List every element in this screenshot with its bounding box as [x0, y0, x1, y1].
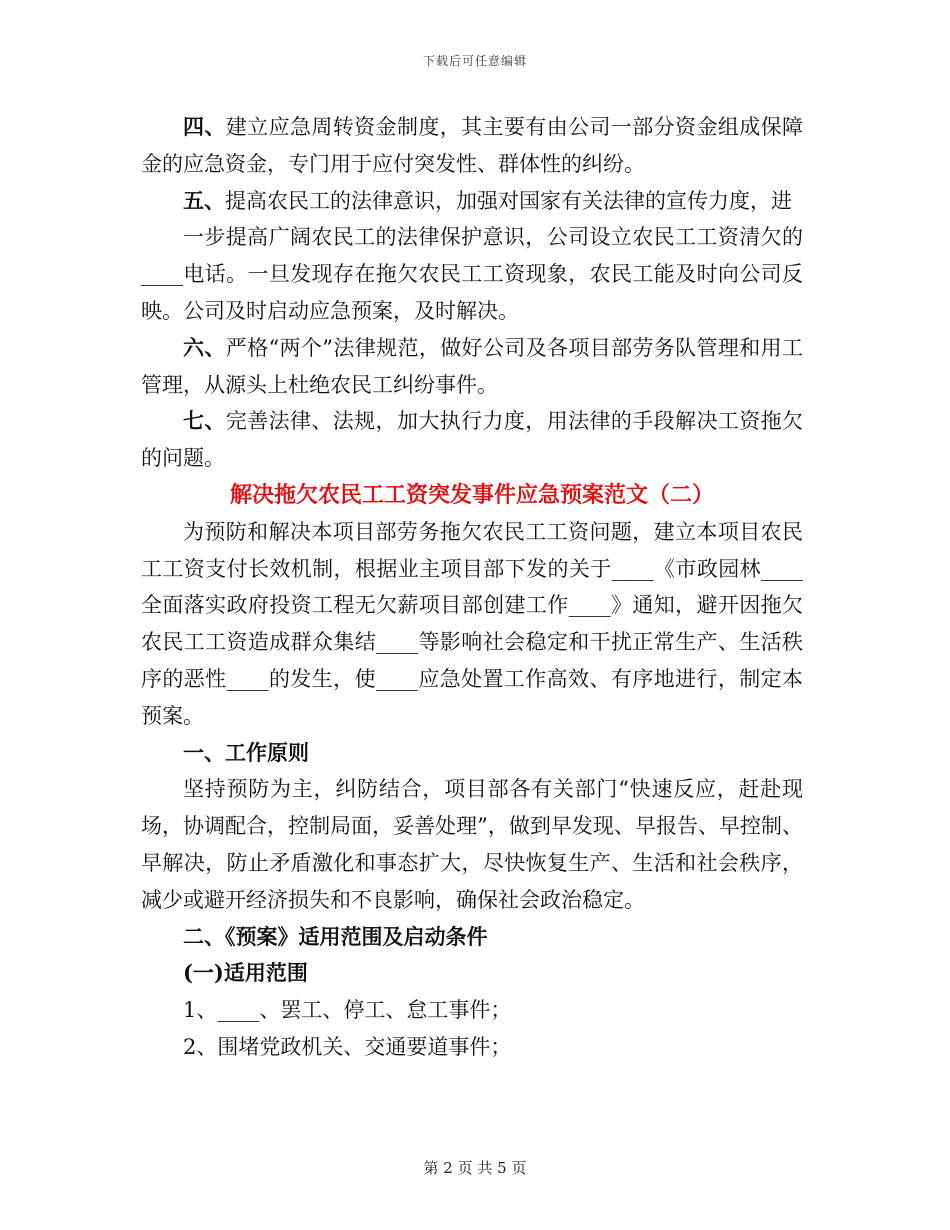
heading-scope-sub: (一)适用范围 [183, 960, 308, 986]
list-item-1: 1、____、罢工、停工、怠工事件； [183, 998, 512, 1023]
heading-work-principles: 一、工作原则 [183, 739, 309, 765]
paragraph-5 [141, 183, 803, 220]
intro-paragraph: 为预防和解决本项目部劳务拖欠农民工工资问题，建立本项目农民工工资支付长效机制，根据业主项目部下发的关于____《市政园林____全面落实政府投资工程无欠薪项目部创建工作____》通知，避开因拖欠农民工工资造成群众集结____等影响社会稳定和干扰正常生产、生活秩序的恶性____的发生，使____应急处置工作高效、有序地进行，制定本预案。 [141, 519, 803, 728]
paragraph-5-text: 提高农民工的法律意识，加强对国家有关法律的宣传力度，进 [225, 188, 792, 213]
section-title: 解决拖欠农民工工资突发事件应急预案范文（二） [229, 481, 714, 508]
paragraph-6-text: 严格“两个”法律规范，做好公司及各项目部劳务队管理和用工管理，从源头上杜绝农民工纠纷事件。 [141, 335, 803, 397]
heading-scope: 二、《预案》适用范围及启动条件 [183, 923, 488, 949]
list-item-2: 2、围堵党政机关、交通要道事件； [183, 1034, 512, 1059]
paragraph-6-label: 六、 [183, 334, 226, 360]
paragraph-5-label: 五、 [183, 187, 225, 213]
principle-paragraph: 坚持预防为主，纠防结合，项目部各有关部门“快速反应，赶赴现场，协调配合，控制局面，妥善处理”，做到早发现、早报告、早控制、早解决，防止矛盾激化和事态扩大，尽快恢复生产、生活和社会秩序，减少或避开经济损失和不良影响，确保社会政治稳定。 [141, 777, 803, 912]
paragraph-5-continued: 一步提高广阔农民工的法律保护意识，公司设立农民工工资清欠的____电话。一旦发现存在拖欠农民工工资现象，农民工能及时向公司反映。公司及时启动应急预案，及时解决。 [141, 225, 803, 323]
paragraph-4-label: 四、 [183, 114, 226, 139]
paragraph-6 [141, 330, 803, 404]
paragraph-7 [141, 403, 803, 477]
document-body [141, 109, 803, 1066]
page-footer: 第 2 页 共 5 页 [423, 1159, 527, 1177]
page-header: 下载后可任意编辑 [422, 54, 527, 68]
paragraph-7-label: 七、 [183, 408, 226, 434]
paragraph-4-text: 建立应急周转资金制度，其主要有由公司一部分资金组成保障金的应急资金，专门用于应付突发性、群体性的纠纷。 [141, 115, 804, 176]
paragraph-7-text: 完善法律、法规，加大执行力度，用法律的手段解决工资拖欠的问题。 [141, 409, 804, 471]
paragraph-4 [141, 109, 803, 183]
